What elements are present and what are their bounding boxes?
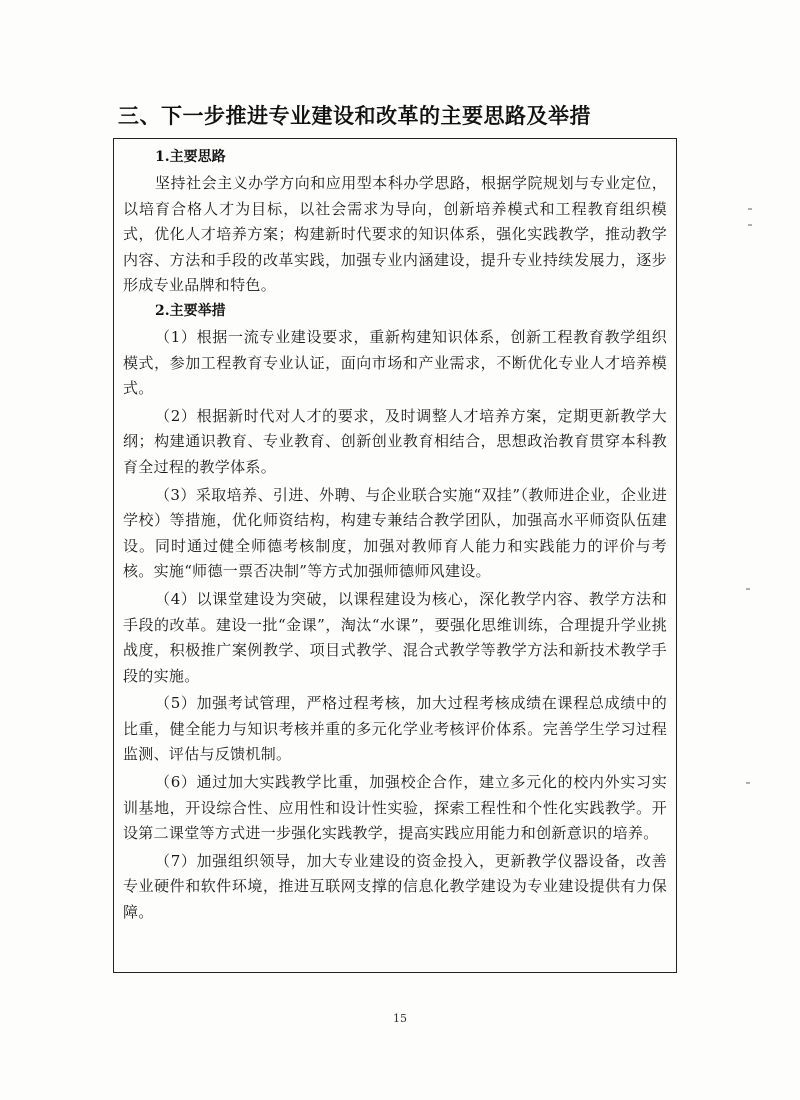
page-number: 15 (393, 1012, 407, 1025)
paragraph-measure-4: （4）以课堂建设为突破，以课程建设为核心，深化教学内容、教学方法和手段的改革。建设一批“金课”，淘汰“水课”，要强化思维训练，合理提升学业挑战度，积极推广案例教学、项目式教学、混合式教学等教学方法和新技术教学手段的实施。 (123, 589, 667, 685)
paragraph-measure-5: （5）加强考试管理，严格过程考核，加大过程考核成绩在课程总成绩中的比重，健全能力与知识考核并重的多元化学业考核评价体系。完善学生学习过程监测、评估与反馈机制。 (123, 694, 667, 764)
section-title: 三、下一步推进专业建设和改革的主要思路及举措 (118, 104, 591, 128)
subheading-main-ideas: 1.主要思路 (155, 149, 226, 165)
paragraph-measure-2: （2）根据新时代对人才的要求，及时调整人才培养方案，定期更新教学大纲；构建通识教育、专业教育、创新创业教育相结合，思想政治教育贯穿本科教育全过程的教学体系。 (123, 406, 667, 476)
paragraph-measure-7: （7）加强组织领导，加大专业建设的资金投入，更新教学仪器设备，改善专业硬件和软件环境，推进互联网支撑的信息化教学建设为专业建设提供有力保障。 (123, 851, 667, 922)
paragraph-measure-3: （3）采取培养、引进、外聘、与企业联合实施“双挂”（教师进企业，企业进学校）等措施，优化师资结构，构建专兼结合教学团队，加强高水平师资队伍建设。同时通过健全师德考核制度，加强对教师育人能力和实践能力的评价与考核。实施“师德一票否决制”等方式加强师德师风建设。 (123, 485, 667, 581)
subheading-main-measures: 2.主要举措 (155, 302, 226, 319)
paragraph-measure-1: （1）根据一流专业建设要求，重新构建知识体系，创新工程教育教学组织模式，参加工程教育专业认证，面向市场和产业需求，不断优化专业人才培养模式。 (123, 327, 667, 398)
scan-artifact-mark (746, 782, 750, 784)
scan-artifact-mark (746, 588, 750, 590)
paragraph-measure-6: （6）通过加大实践教学比重，加强校企合作，建立多元化的校内外实习实训基地，开设综合性、应用性和设计性实验，探索工程性和个性化实践教学。开设第二课堂等方式进一步强化实践教学，提高实践应用能力和创新意识的培养。 (123, 773, 667, 843)
scan-artifact-mark (748, 208, 752, 210)
scan-artifact-mark (748, 224, 752, 226)
content-body (123, 147, 667, 928)
paragraph-main-ideas: 坚持社会主义办学方向和应用型本科办学思路，根据学院规划与专业定位，以培育合格人才为目标，以社会需求为导向，创新培养模式和工程教育组织模式，优化人才培养方案；构建新时代要求的知识体系，强化实践教学，推动教学内容、方法和手段的改革实践，加强专业内涵建设，提升专业持续发展力，逐步形成专业品牌和特色。 (123, 174, 667, 295)
content-box (113, 138, 677, 973)
